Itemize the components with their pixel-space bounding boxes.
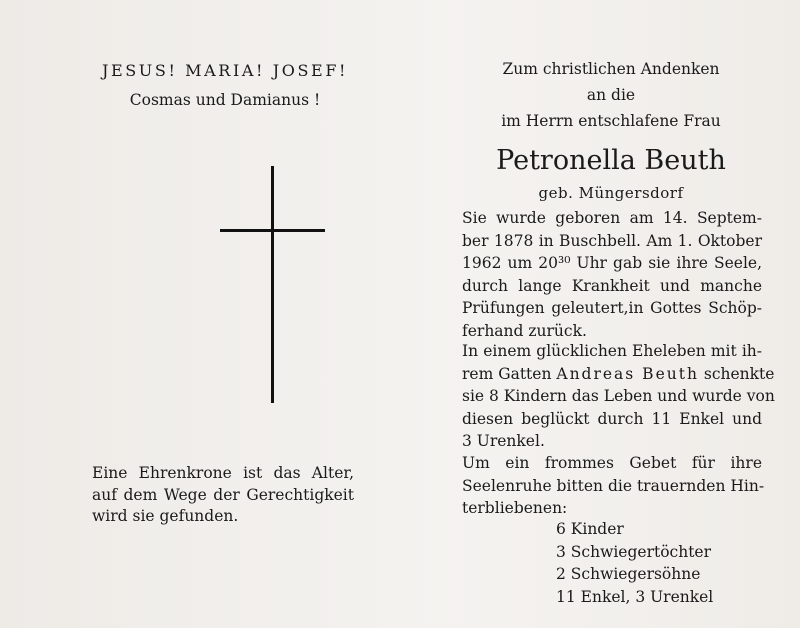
prayer-line: Um ein frommes Gebet für ihre (462, 454, 762, 472)
proverb-quote: Eine Ehrenkrone ist das Alter, auf dem Wege der Gerechtigkeit wird sie gefunden. (92, 464, 354, 525)
survivor-item: 3 Schwiegertöchter (556, 542, 712, 561)
biography-line: ferhand zurück. (462, 321, 587, 340)
spouse-name: Andreas Beuth (556, 364, 699, 383)
cross-icon (271, 166, 274, 403)
family-line: In einem glücklichen Eheleben mit ih- (462, 342, 762, 360)
survivor-item: 2 Schwiegersöhne (556, 565, 701, 583)
family-line: sie 8 Kindern das Leben und wurde von (462, 387, 775, 405)
maiden-name: geb. Müngersdorf (538, 184, 684, 202)
family-line (462, 363, 775, 386)
survivor-item: 11 Enkel, 3 Urenkel (556, 587, 714, 606)
prayer-line: terbliebenen: (462, 499, 568, 517)
biography-paragraph (462, 207, 762, 342)
intro-line-1: Zum christlichen Andenken (502, 60, 720, 78)
prayer-line: Seelenruhe bitten die trauernden Hin- (462, 476, 765, 495)
family-text: schenkte (698, 364, 775, 383)
right-panel (452, 0, 775, 628)
saints-line: Cosmas und Damianus ! (129, 91, 321, 109)
survivors-list (556, 518, 713, 608)
family-line: 3 Urenkel. (462, 432, 545, 450)
biography-line: 1962 um 20³⁰ Uhr gab sie ihre Seele, (462, 254, 762, 272)
cross-icon-beam (220, 229, 325, 232)
survivor-item: 6 Kinder (556, 520, 624, 538)
family-text: rem Gatten (462, 364, 557, 383)
invocation-heading: JESUS! MARIA! JOSEF! (101, 61, 349, 80)
biography-line: durch lange Krankheit und manche (462, 276, 762, 295)
biography-line: ber 1878 in Buschbell. Am 1. Oktober (462, 231, 762, 250)
intro-line-2: an die (586, 86, 636, 104)
biography-line: Prüfungen geleutert,in Gottes Schöp- (462, 299, 762, 317)
deceased-name: Petronella Beuth (496, 145, 726, 176)
biography-line: Sie wurde geboren am 14. Septem- (462, 209, 762, 227)
family-line: diesen beglückt durch 11 Enkel und (462, 409, 762, 428)
prayer-paragraph (462, 452, 765, 520)
family-paragraph (462, 340, 775, 453)
intro-line-3: im Herrn entschlafene Frau (501, 112, 721, 130)
left-panel (60, 0, 390, 628)
